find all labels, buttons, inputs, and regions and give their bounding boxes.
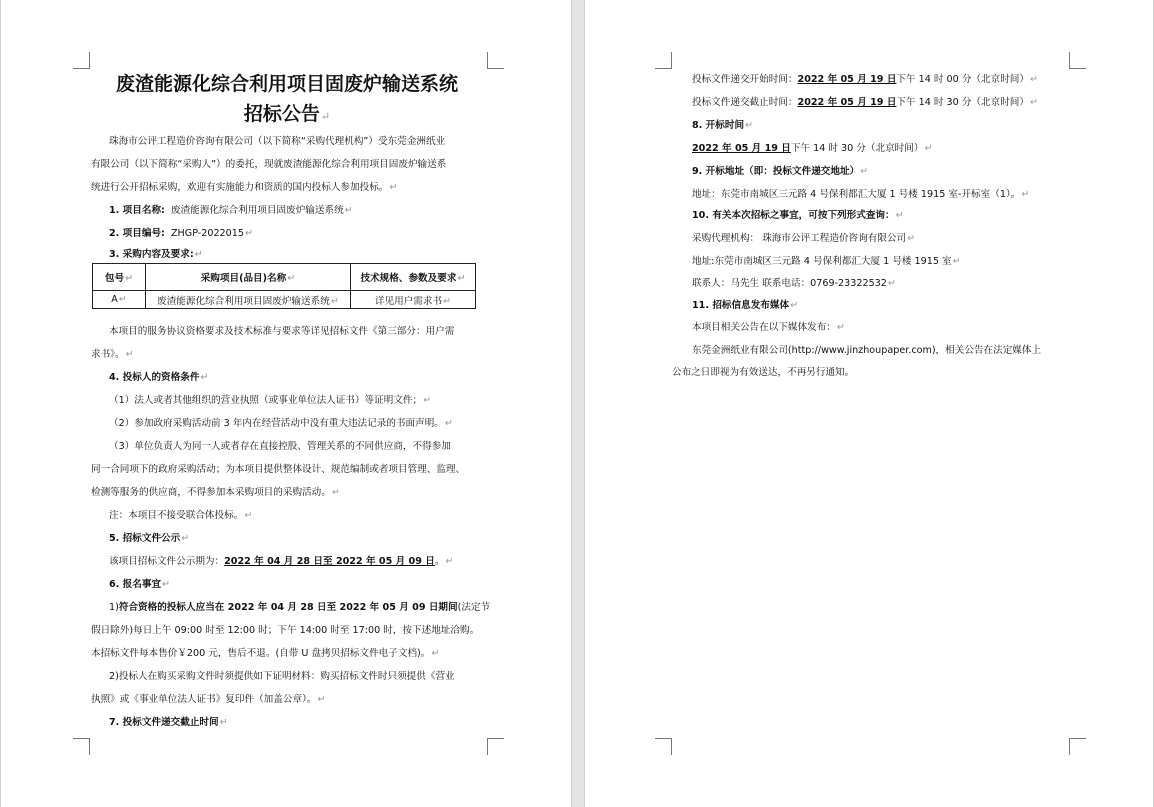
table-header-cell <box>146 264 351 291</box>
cell-text: A <box>111 294 118 305</box>
section-label: 8. 开标时间 <box>692 120 745 131</box>
service-line: 本项目的服务协议资格要求及技术标准与要求等详见招标文件《第三部分：用户需 <box>109 326 455 337</box>
section-publicity <box>109 532 189 545</box>
registration-period: 符合资格的投标人应当在 2022 年 04 月 28 日至 2022 年 05 月 09 日期间 <box>118 602 458 613</box>
intro-text: 统进行公开招标采购，欢迎有实施能力和资质的国内投标人参加投标。 <box>91 182 389 193</box>
section-label: 11. 招标信息发布媒体 <box>692 300 790 311</box>
paragraph-mark: ↵ <box>244 510 253 521</box>
section-deadline <box>109 716 228 729</box>
section-media <box>692 299 798 312</box>
paragraph-mark: ↵ <box>745 120 754 131</box>
qualification-item <box>91 486 340 499</box>
qualification-item <box>109 417 453 430</box>
crop-mark <box>487 738 504 755</box>
qualification-text: （2）参加政府采购活动前 3 年内在经营活动中没有重大违法记录的书面声明。 <box>109 418 444 429</box>
qualification-text: 检测等服务的供应商，不得参加本采购项目的采购活动。 <box>91 487 331 498</box>
title-text: 招标公告 <box>243 103 320 125</box>
table-header-cell <box>351 264 476 291</box>
qualification-item: 同一合同项下的政府采购活动；为本项目提供整体设计、规范编制或者项目管理、监理、 <box>91 464 466 475</box>
section-inquiry <box>692 209 904 222</box>
crop-mark <box>487 52 504 69</box>
section-procurement-content <box>109 248 203 261</box>
registration-line <box>91 693 326 706</box>
paragraph-mark: ↵ <box>1021 189 1030 200</box>
paragraph-mark: ↵ <box>118 294 127 305</box>
paragraph-mark: ↵ <box>860 166 869 177</box>
service-line <box>91 348 134 361</box>
section-opening-time <box>692 119 753 132</box>
submission-start-date: 2022 年 05 月 19 日 <box>797 74 897 85</box>
paragraph-mark: ↵ <box>423 395 432 406</box>
paragraph-mark: ↵ <box>444 418 453 429</box>
paragraph-mark: ↵ <box>219 717 228 728</box>
media-line <box>692 321 845 334</box>
paragraph-mark: ↵ <box>194 249 203 260</box>
submission-end-line <box>692 96 1038 109</box>
submission-text: 投标文件递交截止时间： <box>692 97 798 108</box>
section-project-number <box>109 227 253 240</box>
registration-text: 执照》或《事业单位法人证书》复印件（加盖公章）。 <box>91 694 317 705</box>
crop-mark <box>1069 52 1086 69</box>
project-number-value: ZHGP-2022015 <box>170 228 244 239</box>
crop-mark <box>1069 738 1086 755</box>
publicity-suffix: 。 <box>434 556 445 567</box>
paragraph-mark: ↵ <box>331 487 340 498</box>
paragraph-mark: ↵ <box>287 273 296 284</box>
agency-address-line <box>692 255 961 268</box>
qualification-text: （1）法人或者其他组织的营业执照（或事业单位法人证书）等证明文件； <box>109 395 423 406</box>
service-text: 求书》。 <box>91 349 125 360</box>
table-cell <box>146 291 351 309</box>
media-text: 本项目相关公告在以下媒体发布： <box>692 322 836 333</box>
media-line: 东莞金洲纸业有限公司(http://www.jinzhoupaper.com)，相关公告在法定媒体上 <box>692 345 1042 356</box>
paragraph-mark: ↵ <box>443 295 452 307</box>
section-label: 6. 报名事宜 <box>109 579 162 590</box>
project-name-value: 废渣能源化综合利用项目固废炉输送系统 <box>170 205 344 216</box>
section-label: 10. 有关本次招标之事宜，可按下列形式查询： <box>692 210 895 221</box>
paragraph-mark: ↵ <box>836 322 845 333</box>
crop-mark <box>73 738 90 755</box>
paragraph-mark: ↵ <box>320 110 331 123</box>
cell-text: 详见用户需求书 <box>374 295 443 307</box>
header-text: 技术规格、参数及要求 <box>360 273 457 284</box>
submission-start-line <box>692 73 1038 86</box>
section-project-name <box>109 204 353 217</box>
submission-text: 投标文件递交开始时间： <box>692 74 798 85</box>
paragraph-mark: ↵ <box>1029 97 1039 108</box>
submission-text: 下午 14 时 00 分（北京时间） <box>896 74 1029 85</box>
section-label: 7. 投标文件递交截止时间 <box>109 717 219 728</box>
publicity-line <box>109 555 453 568</box>
note-line <box>109 509 252 522</box>
media-line: 公布之日即视为有效送达，不再另行通知。 <box>672 367 855 378</box>
document-title-line2 <box>1 101 573 130</box>
section-qualification <box>109 371 208 384</box>
paragraph-mark: ↵ <box>887 278 896 289</box>
document-page-1 <box>0 0 572 807</box>
paragraph-mark: ↵ <box>445 556 454 567</box>
crop-mark <box>73 52 90 69</box>
paragraph-mark: ↵ <box>457 273 466 284</box>
opening-time-line <box>692 142 933 155</box>
section-opening-address <box>692 165 868 178</box>
intro-line <box>91 181 397 194</box>
section-label: 9. 开标地址（即：投标文件递交地址） <box>692 166 860 177</box>
opening-text: 下午 14 时 30 分（北京时间） <box>790 143 924 154</box>
table-cell <box>93 291 146 309</box>
intro-line: 珠海市公评工程造价咨询有限公司（以下简称“采购代理机构”）受东莞金洲纸业 <box>109 136 446 147</box>
table-header-row <box>93 264 476 291</box>
document-title: 废渣能源化综合利用项目固废炉输送系统 <box>115 73 458 95</box>
document-page-2 <box>584 0 1154 807</box>
qualification-item <box>109 394 431 407</box>
address-text: 地址：东莞市南城区三元路 4 号保利都汇大厦 1 号楼 1915 室-开标室（1）。 <box>692 189 1021 200</box>
agency-address-text: 地址:东莞市南城区三元路 4 号保利都汇大厦 1 号楼 1915 室 <box>692 256 952 267</box>
agency-text: 采购代理机构： 珠海市公评工程造价咨询有限公司 <box>692 233 907 244</box>
paragraph-mark: ↵ <box>952 256 961 267</box>
section-label: 4. 投标人的资格条件 <box>109 372 200 383</box>
paragraph-mark: ↵ <box>790 300 799 311</box>
registration-line: 假日除外)每日上午 09:00 时至 12:00 时；下午 14:00 时至 17:00 时，按下述地址洽购。 <box>91 625 480 636</box>
crop-mark <box>655 52 672 69</box>
section-label: 5. 招标文件公示 <box>109 533 181 544</box>
publicity-dates: 2022 年 04 月 28 日至 2022 年 05 月 09 日 <box>224 556 435 567</box>
registration-line: 2)投标人在购买采购文件时须提供如下证明材料：购买招标文件时只须提供《营业 <box>109 671 455 682</box>
submission-text: 下午 14 时 30 分（北京时间） <box>896 97 1029 108</box>
publicity-text: 该项目招标文件公示期为： <box>109 556 225 567</box>
table-cell <box>351 291 476 309</box>
paragraph-mark: ↵ <box>125 349 134 360</box>
header-text: 采购项目(品目)名称 <box>200 273 287 284</box>
paragraph-mark: ↵ <box>162 579 171 590</box>
paragraph-mark: ↵ <box>389 182 398 193</box>
section-registration <box>109 578 170 591</box>
registration-line <box>109 601 490 614</box>
registration-text: (法定节 <box>457 602 491 613</box>
table-row <box>93 291 476 309</box>
note-text: 注：本项目不接受联合体投标。 <box>109 510 244 521</box>
paragraph-mark: ↵ <box>344 205 353 216</box>
contact-line <box>692 277 896 290</box>
paragraph-mark: ↵ <box>330 295 339 307</box>
opening-address-line <box>692 188 1029 201</box>
paragraph-mark: ↵ <box>924 143 933 154</box>
agency-line <box>692 232 915 245</box>
intro-line: 有限公司（以下简称“采购人”）的委托，现就废渣能源化综合利用项目固废炉输送系 <box>91 159 447 170</box>
registration-text: 本招标文件每本售价￥200 元，售后不退。(自带 U 盘拷贝招标文件电子文档)。 <box>91 648 431 659</box>
cell-text: 废渣能源化综合利用项目固废炉输送系统 <box>157 295 330 307</box>
contact-text: 联系人：马先生 联系电话：0769-23322532 <box>692 278 887 289</box>
section-label: 3. 采购内容及要求: <box>109 249 194 260</box>
paragraph-mark: ↵ <box>200 372 209 383</box>
paragraph-mark: ↵ <box>907 233 916 244</box>
header-text: 包号 <box>104 273 125 284</box>
paragraph-mark: ↵ <box>181 533 190 544</box>
crop-mark <box>655 738 672 755</box>
paragraph-mark: ↵ <box>895 210 904 221</box>
registration-line <box>91 647 439 660</box>
section-label: 1. 项目名称: <box>109 205 165 216</box>
paragraph-mark: ↵ <box>431 648 440 659</box>
submission-end-date: 2022 年 05 月 19 日 <box>797 97 897 108</box>
opening-date: 2022 年 05 月 19 日 <box>692 143 791 154</box>
paragraph-mark: ↵ <box>125 273 134 284</box>
registration-text: 1) <box>109 602 119 613</box>
paragraph-mark: ↵ <box>1029 74 1039 85</box>
section-label: 2. 项目编号: <box>109 228 165 239</box>
qualification-item: （3）单位负责人为同一人或者存在直接控股、管理关系的不同供应商，不得参加 <box>109 441 451 452</box>
procurement-table <box>92 263 476 309</box>
table-header-cell <box>93 264 146 291</box>
paragraph-mark: ↵ <box>244 228 254 239</box>
paragraph-mark: ↵ <box>317 694 326 705</box>
